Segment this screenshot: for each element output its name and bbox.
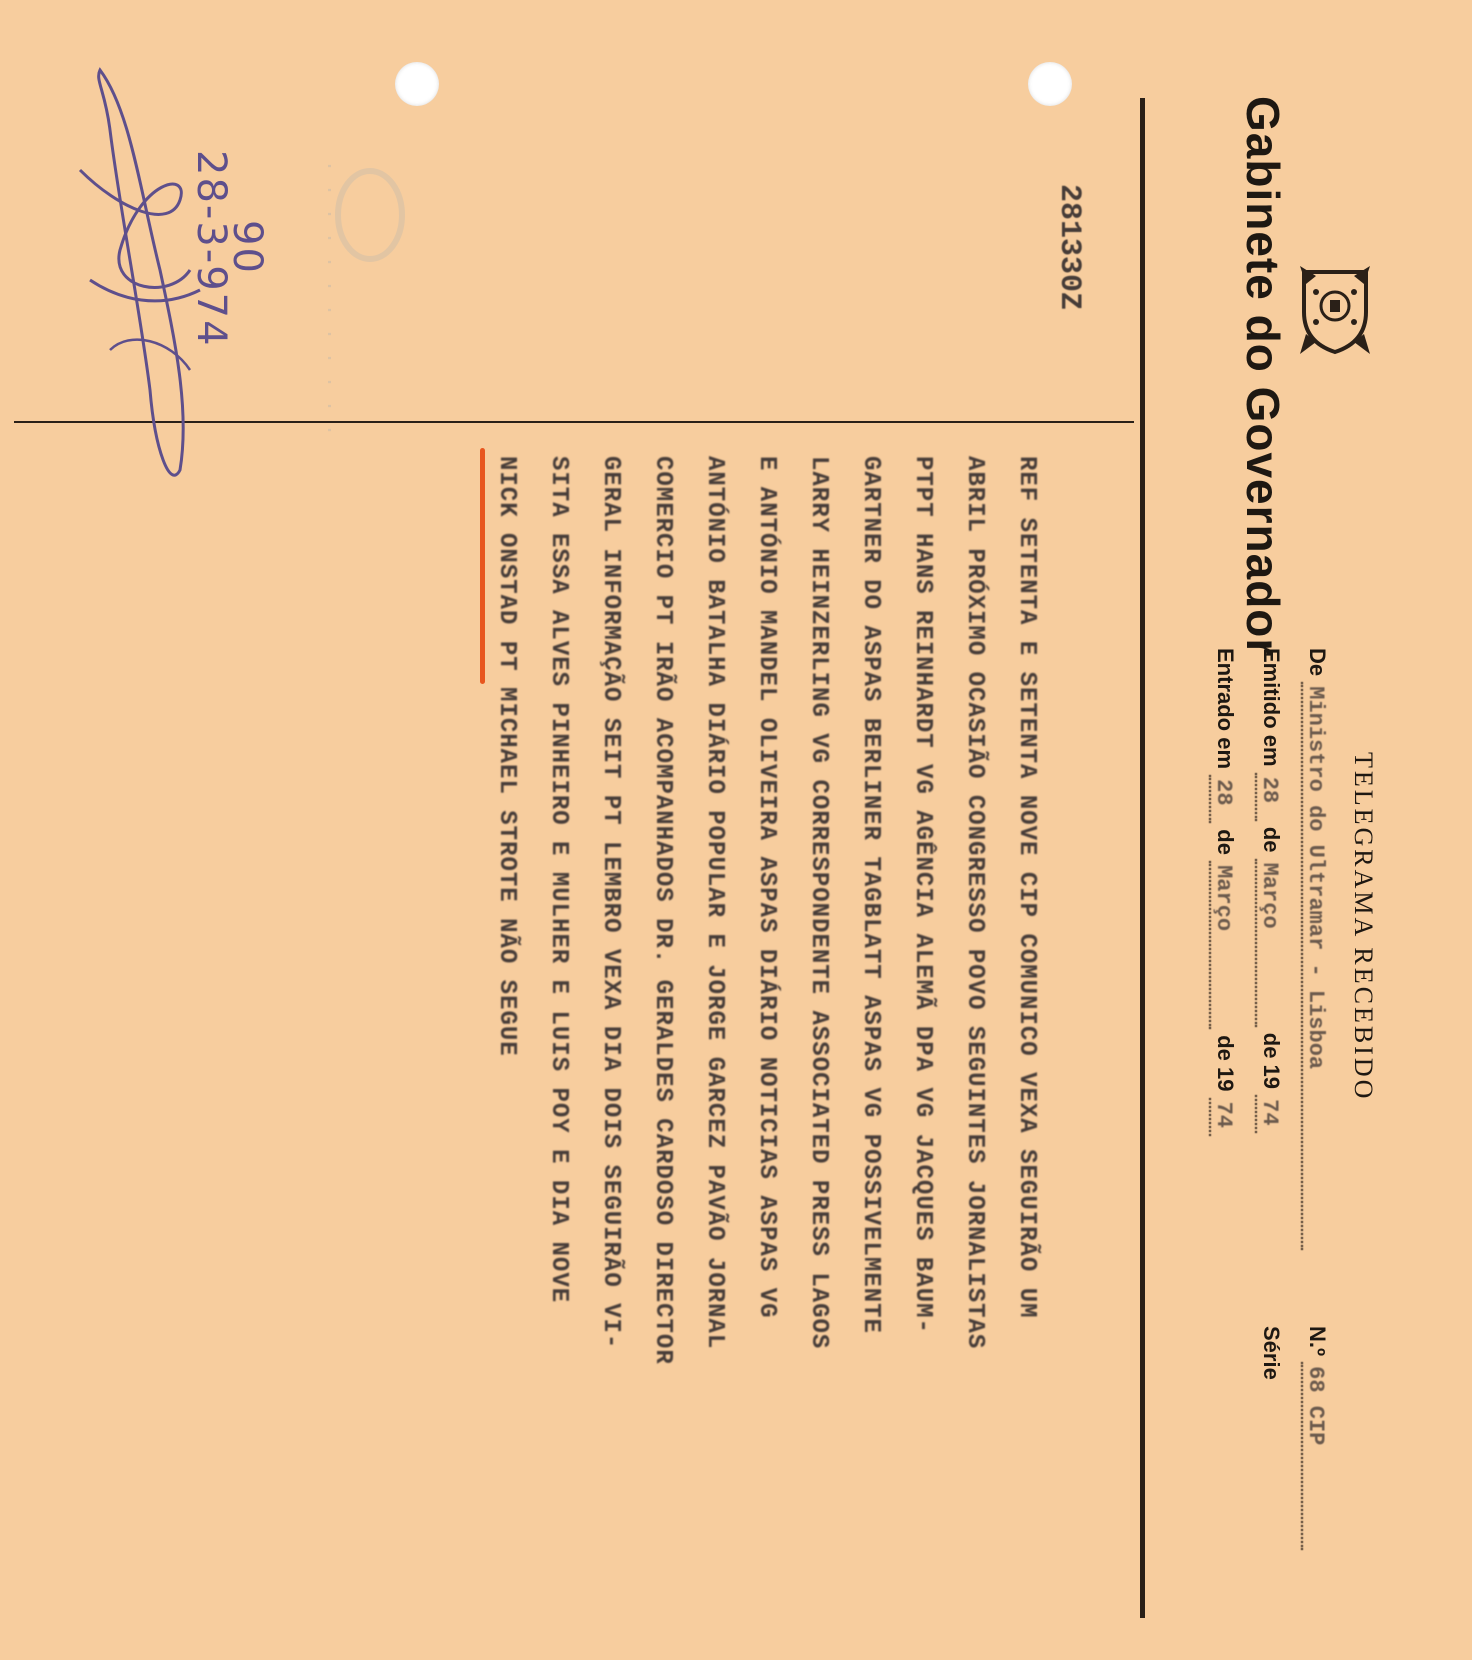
issued-de: de bbox=[1259, 826, 1284, 853]
entered-de: de bbox=[1213, 829, 1238, 855]
entered-month: Março bbox=[1209, 861, 1236, 1029]
body-line: REF SETENTA E SETENTA NOVE CIP COMUNICO VEXA SEGUIRÃO UM bbox=[1013, 456, 1040, 1319]
number-row bbox=[1301, 1326, 1330, 1550]
body-line: ANTÓNIO BATALHA DIÁRIO POPULAR E JORGE GARCEZ PAVÃO JORNAL bbox=[701, 456, 728, 1350]
issued-day: 28 bbox=[1255, 773, 1282, 821]
issued-label: Emitido em bbox=[1259, 648, 1284, 767]
body-line: LARRY HEINZERLING VG CORRESPONDENTE ASSOCIATED PRESS LAGOS bbox=[805, 456, 832, 1350]
handwritten-date: 28-3-974 bbox=[188, 150, 234, 348]
body-line: PTPT HANS REINHARDT VG AGÊNCIA ALEMÃ DPA VG JACQUES BAUM- bbox=[909, 456, 936, 1334]
body-line: SITA ESSA ALVES PINHEIRO E MULHER E LUIS POY E DIA NOVE bbox=[545, 456, 572, 1304]
body-line: E ANTÓNIO MANDEL OLIVEIRA ASPAS DIÁRIO NOTICIAS ASPAS VG bbox=[753, 456, 780, 1319]
entered-day: 28 bbox=[1209, 775, 1236, 823]
number-value: 68 CIP bbox=[1301, 1362, 1328, 1550]
from-label: De bbox=[1305, 648, 1330, 677]
header-rule bbox=[1140, 98, 1145, 1618]
entered-row bbox=[1209, 648, 1238, 1136]
serie-row bbox=[1258, 1326, 1284, 1380]
entered-year-prefix: de 19 bbox=[1213, 1035, 1238, 1092]
handwritten-number: 90 bbox=[224, 220, 270, 275]
from-value: Ministro do Ultramar - Lisboa bbox=[1301, 682, 1328, 1250]
document-type: TELEGRAMA RECEBIDO bbox=[1349, 752, 1378, 1102]
entered-label: Entrado em bbox=[1213, 648, 1238, 770]
from-row bbox=[1301, 648, 1330, 1250]
issued-year: 74 bbox=[1255, 1095, 1282, 1133]
reference-code: 281330Z bbox=[1052, 184, 1086, 311]
punch-hole-left bbox=[395, 62, 439, 106]
issued-month: Março bbox=[1255, 859, 1282, 1027]
body-line: GERAL INFORMAÇÃO SEIT PT LEMBRO VEXA DIA DOIS SEGUIRÃO VI- bbox=[597, 456, 624, 1350]
body-line: ABRIL PRÓXIMO OCASIÃO CONGRESSO POVO SEGUINTES JORNALISTAS bbox=[961, 456, 988, 1350]
punch-hole-right bbox=[1028, 62, 1072, 106]
faint-stamp: · · · · · · · · · · · · bbox=[317, 160, 340, 437]
office-title: Gabinete do Governador bbox=[1237, 96, 1289, 658]
body-line: GARTNER DO ASPAS BERLINER TAGBLATT ASPAS VG POSSIVELMENTE bbox=[857, 456, 884, 1334]
issued-row bbox=[1255, 648, 1284, 1133]
serie-label: Série bbox=[1259, 1326, 1284, 1380]
number-label: N.º bbox=[1305, 1326, 1330, 1357]
body-line: NICK ONSTAD PT MICHAEL STROTE NÃO SEGUE bbox=[493, 456, 520, 1057]
issued-year-prefix: de 19 bbox=[1259, 1032, 1284, 1090]
body-line: COMERCIO PT IRÃO ACOMPANHADOS DR. GERALDES CARDOSO DIRECTOR bbox=[649, 456, 676, 1365]
coat-of-arms-icon bbox=[1296, 262, 1374, 358]
pencil-mark bbox=[480, 448, 485, 684]
faint-seal-icon bbox=[330, 160, 410, 270]
message-body bbox=[480, 456, 1052, 1365]
entered-year: 74 bbox=[1209, 1098, 1236, 1136]
